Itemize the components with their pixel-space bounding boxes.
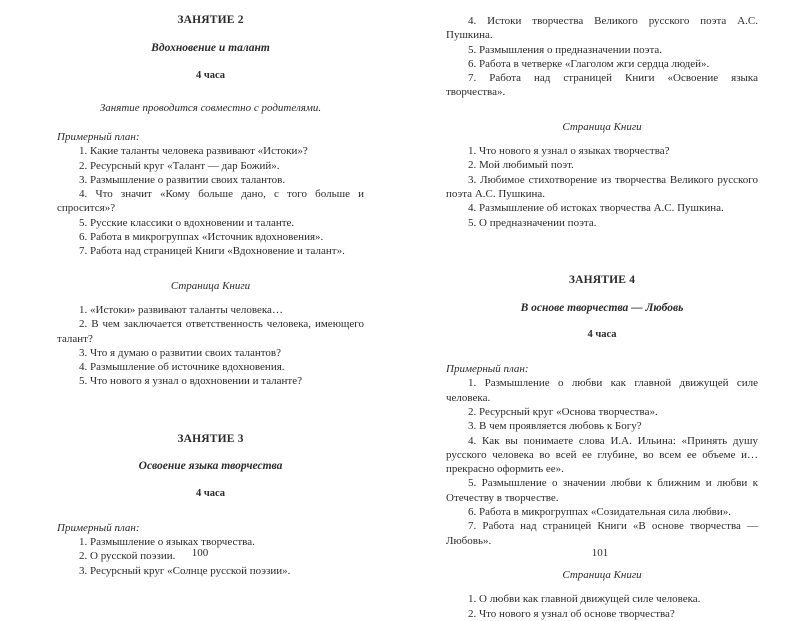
lesson-4-hours: 4 часа xyxy=(587,329,617,341)
page-number-right: 101 xyxy=(591,546,609,559)
list-item xyxy=(446,607,758,621)
list-item-number: 3. xyxy=(79,564,88,577)
list-item-text: Ресурсный круг «Основа творчества». xyxy=(479,405,658,418)
list-item-text: Что нового я узнал об основе творчества? xyxy=(479,607,675,620)
list-item-text: Размышления о предназначении поэта. xyxy=(479,43,663,56)
spacer xyxy=(57,389,364,433)
list-item-number: 2. xyxy=(79,550,88,563)
list-item xyxy=(446,405,758,419)
list-item xyxy=(446,173,758,202)
list-item-text: Размышление об источнике вдохновения. xyxy=(90,361,285,374)
list-item-number: 5. xyxy=(468,216,477,229)
lesson-2-note: Занятие проводится совместно с родителями. xyxy=(99,102,322,115)
list-item-text: Ресурсный круг «Солнце русской поэзии». xyxy=(90,564,291,577)
lesson-3-hours: 4 часа xyxy=(195,488,226,500)
list-item-number: 2. xyxy=(468,607,477,620)
lesson-4-plan-label: Примерный план: xyxy=(446,363,529,376)
list-item xyxy=(446,434,758,477)
list-item-number: 4. xyxy=(79,188,88,201)
list-item-number: 1. xyxy=(79,303,88,316)
spacer xyxy=(57,293,364,303)
spacer xyxy=(446,582,758,592)
list-item xyxy=(446,57,758,71)
lesson-2-subtitle: Вдохновение и талант xyxy=(151,41,270,54)
lesson-2-book-page-list xyxy=(57,303,364,389)
list-item xyxy=(446,419,758,433)
list-item-text: Размышление о языках творчества. xyxy=(90,536,255,549)
list-item xyxy=(446,201,758,215)
list-item-number: 1. xyxy=(79,536,88,549)
list-item-text: Что я думаю о развитии своих талантов? xyxy=(90,346,282,359)
list-item-number: 6. xyxy=(468,57,477,70)
list-item xyxy=(57,173,364,187)
spacer xyxy=(57,116,364,130)
list-item-number: 1. xyxy=(79,145,88,158)
list-item-text: Истоки творчества Великого русского поэта А.С. Пушкина. xyxy=(446,15,759,42)
list-item-number: 4. xyxy=(468,15,477,27)
lesson-4-book-page-label: Страница Книги xyxy=(562,568,642,581)
lesson-2-hours: 4 часа xyxy=(195,69,226,81)
page-number-left: 100 xyxy=(191,546,209,559)
list-item-text: Размышление о развитии своих талантов. xyxy=(90,173,286,186)
list-item-number: 2. xyxy=(468,159,477,172)
list-item-number: 1. xyxy=(468,145,477,158)
list-item xyxy=(57,230,364,244)
list-item-text: О предназначении поэта. xyxy=(479,216,597,229)
list-item-text: В чем проявляется любовь к Богу? xyxy=(479,420,642,433)
list-item-text: Как вы понимаете слова И.А. Ильина: «Принять душу русского человека во всей ее глубине, во всем ее объеме и… прекрасно оформить ее». xyxy=(446,434,758,476)
list-item-text: О русской поэзии. xyxy=(90,550,176,563)
list-item-text: «Истоки» развивают таланты человека… xyxy=(90,303,283,316)
list-item xyxy=(57,564,364,578)
list-item xyxy=(446,144,758,158)
spacer xyxy=(57,501,364,521)
list-item-text: Работа в микрогруппах «Созидательная сила любви». xyxy=(479,506,731,519)
list-item-number: 1. xyxy=(468,377,477,390)
list-item-text: Что нового я узнал о языках творчества? xyxy=(479,145,670,158)
list-item-number: 5. xyxy=(79,216,88,229)
list-item-text: Работа над страницей Книги «В основе творчества — Любовь». xyxy=(446,520,758,547)
list-item-number: 1. xyxy=(468,593,477,606)
list-item xyxy=(57,374,364,388)
list-item xyxy=(446,376,758,405)
list-item xyxy=(446,476,758,505)
list-item-text: Какие таланты человека развивают «Истоки»? xyxy=(90,145,308,158)
list-item xyxy=(446,505,758,519)
lesson-2-plan-label: Примерный план: xyxy=(57,130,140,143)
lesson-3-book-page-label: Страница Книги xyxy=(562,120,642,133)
list-item xyxy=(57,216,364,230)
list-item-text: Размышление об истоках творчества А.С. Пушкина. xyxy=(479,202,724,215)
list-item-text: Размышление о любви как главной движущей силе человека. xyxy=(446,377,759,404)
spacer xyxy=(57,446,364,460)
list-item-text: Работа над страницей Книги «Освоение языка творчества». xyxy=(446,72,758,99)
list-item-text: Любимое стихотворение из творчества Великого русского поэта А.С. Пушкина. xyxy=(446,173,759,200)
spacer xyxy=(446,100,758,120)
list-item-number: 7. xyxy=(79,245,88,258)
list-item xyxy=(446,43,758,57)
spacer xyxy=(57,259,364,279)
list-item-number: 6. xyxy=(79,231,88,244)
list-item-text: Что нового я узнал о вдохновении и таланте? xyxy=(90,375,303,388)
list-item-number: 3. xyxy=(79,346,88,359)
lesson-3-subtitle: Освоение языка творчества xyxy=(138,460,283,473)
list-item xyxy=(446,216,758,230)
list-item-number: 4. xyxy=(468,434,477,447)
list-item-number: 7. xyxy=(468,520,477,533)
list-item-number: 2. xyxy=(468,405,477,418)
list-item xyxy=(446,71,758,100)
lesson-4-subtitle: В основе творчества — Любовь xyxy=(520,301,684,314)
list-item-number: 7. xyxy=(468,72,477,85)
list-item xyxy=(57,346,364,360)
list-item-number: 5. xyxy=(79,375,88,388)
lesson-4-book-page-list xyxy=(446,592,758,621)
spacer xyxy=(446,315,758,329)
lesson-2-book-page-label: Страница Книги xyxy=(170,279,251,292)
spacer xyxy=(446,134,758,144)
list-item-number: 3. xyxy=(468,420,477,433)
list-item xyxy=(57,244,364,258)
list-item-text: Работа над страницей Книги «Вдохновение и талант». xyxy=(90,245,345,258)
list-item-number: 4. xyxy=(79,361,88,374)
list-item-number: 3. xyxy=(468,173,477,186)
list-item-number: 5. xyxy=(468,43,477,56)
list-item xyxy=(446,592,758,606)
spacer xyxy=(446,342,758,362)
page-right xyxy=(400,0,800,620)
lesson-4-title: ЗАНЯТИЕ 4 xyxy=(568,273,636,286)
spacer xyxy=(446,288,758,302)
list-item-number: 2. xyxy=(79,159,88,172)
list-item-text: Русские классики о вдохновении и таланте. xyxy=(90,216,295,229)
list-item-text: Работа в микрогруппах «Источник вдохновения». xyxy=(90,231,324,244)
list-item xyxy=(57,159,364,173)
list-item-number: 5. xyxy=(468,477,477,490)
list-item-text: Размышление о значении любви к ближним и любви к Отечеству в творчестве. xyxy=(446,477,758,504)
lesson-3-plan-label: Примерный план: xyxy=(57,521,140,534)
list-item xyxy=(446,158,758,172)
list-item xyxy=(446,14,758,43)
spacer xyxy=(57,56,364,70)
list-item xyxy=(57,187,364,216)
list-item-text: Работа в четверке «Глаголом жги сердца людей». xyxy=(479,57,710,70)
list-item xyxy=(57,303,364,317)
list-item-number: 3. xyxy=(79,173,88,186)
lesson-3-plan-continued-list xyxy=(446,14,758,100)
list-item-text: В чем заключается ответственность человека, имеющего талант? xyxy=(57,318,365,345)
list-item-text: Мой любимый поэт. xyxy=(479,159,574,172)
list-item xyxy=(57,360,364,374)
list-item-text: О любви как главной движущей силе человека. xyxy=(479,593,701,606)
lesson-3-title: ЗАНЯТИЕ 3 xyxy=(177,432,244,445)
list-item xyxy=(57,317,364,346)
lesson-3-book-page-list xyxy=(446,144,758,230)
list-item xyxy=(57,144,364,158)
spacer xyxy=(446,230,758,274)
lesson-2-plan-list xyxy=(57,144,364,258)
list-item xyxy=(446,519,758,548)
lesson-4-plan-list xyxy=(446,376,758,548)
lesson-2-title: ЗАНЯТИЕ 2 xyxy=(177,14,244,26)
spacer xyxy=(57,474,364,488)
page-left xyxy=(0,0,400,577)
list-item-number: 2. xyxy=(79,318,88,331)
spacer xyxy=(57,82,364,102)
list-item-text: Что значит «Кому больше дано, с того больше и спросится»? xyxy=(57,188,365,215)
list-item-number: 4. xyxy=(468,202,477,215)
list-item-number: 6. xyxy=(468,506,477,519)
list-item-text: Ресурсный круг «Талант — дар Божий». xyxy=(90,159,280,172)
spacer xyxy=(57,28,364,42)
